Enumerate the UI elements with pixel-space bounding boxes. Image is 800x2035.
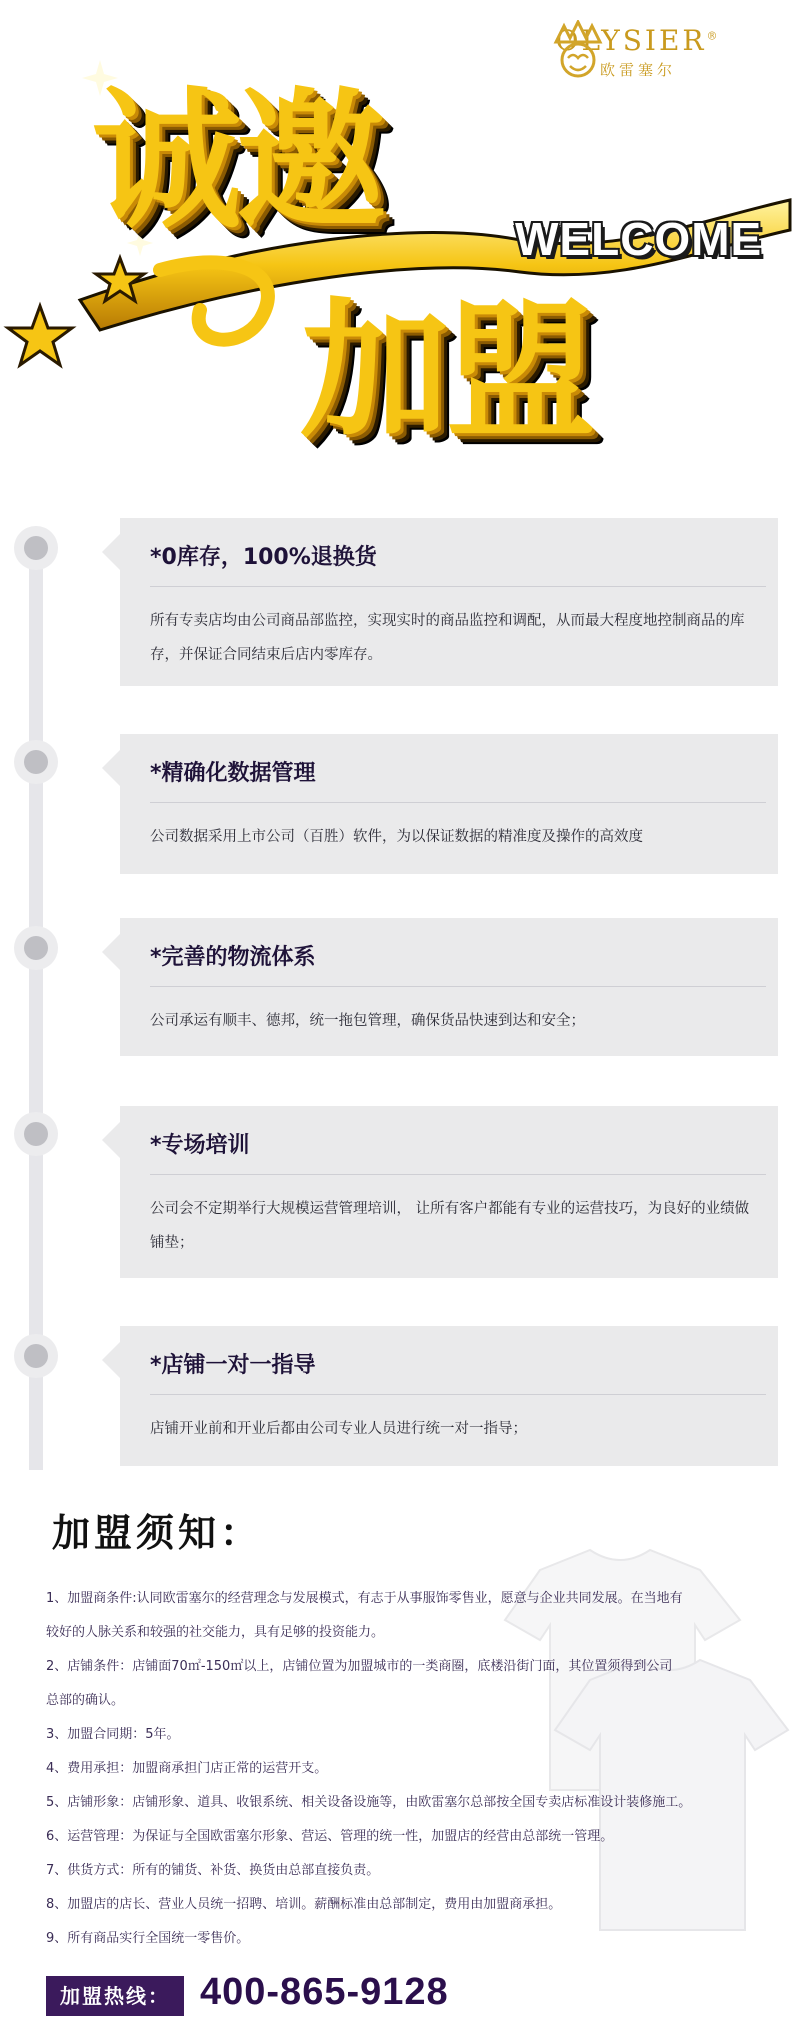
notice-item: 8、加盟店的店长、营业人员统一招聘、培训。薪酬标准由总部制定，费用由加盟商承担。 — [46, 1897, 562, 1912]
feature-divider — [150, 586, 766, 587]
notice-item: 3、加盟合同期：5年。 — [46, 1727, 180, 1742]
registered-mark: ® — [706, 29, 721, 43]
feature-divider — [150, 986, 766, 987]
feature-card — [120, 734, 778, 874]
feature-divider — [150, 1394, 766, 1395]
star-icon — [8, 306, 72, 365]
feature-title: *专场培训 — [150, 1133, 250, 1158]
brand-chinese-name: 欧雷塞尔 — [599, 61, 676, 79]
feature-card — [120, 1106, 778, 1278]
timeline-node — [14, 1112, 58, 1156]
notice-item: 较好的人脉关系和较强的社交能力，具有足够的投资能力。 — [46, 1625, 385, 1640]
notice-item: 5、店铺形象：店铺形象、道具、收银系统、相关设备设施等，由欧雷塞尔总部按全国专卖店标准设计装修施工。 — [46, 1795, 692, 1810]
timeline-rail — [29, 540, 43, 1470]
hero-banner — [0, 0, 800, 480]
timeline-node — [14, 1334, 58, 1378]
notice-title: 加盟须知： — [52, 1510, 263, 1555]
feature-divider — [150, 802, 766, 803]
feature-title: *精确化数据管理 — [150, 761, 316, 786]
feature-card — [120, 1326, 778, 1466]
brand-name: OLYSIER — [555, 24, 707, 57]
notice-item: 6、运营管理：为保证与全国欧雷塞尔形象、营运、管理的统一性，加盟店的经营由总部统一管理。 — [46, 1829, 614, 1844]
notice-item: 1、加盟商条件:认同欧雷塞尔的经营理念与发展模式，有志于从事服饰零售业，愿意与企业共同发展。在当地有 — [46, 1591, 683, 1606]
notice-item: 9、所有商品实行全国统一零售价。 — [46, 1931, 250, 1946]
feature-card — [120, 518, 778, 686]
hero-title-line2: 加盟 — [300, 285, 593, 459]
timeline-node — [14, 740, 58, 784]
notice-list — [46, 1582, 746, 1956]
crown-logo-icon — [548, 20, 608, 82]
feature-body: 店铺开业前和开业后都由公司专业人员进行统一对一指导； — [150, 1421, 527, 1437]
feature-body: 所有专卖店均由公司商品部监控，实现实时的商品监控和调配，从而最大程度地控制商品的库存，并保证合同结束后店内零库存。 — [150, 613, 745, 663]
feature-body: 公司承运有顺丰、德邦，统一拖包管理，确保货品快速到达和安全； — [150, 1013, 585, 1029]
feature-body: 公司数据采用上市公司（百胜）软件，为以保证数据的精准度及操作的高效度 — [150, 829, 643, 845]
notice-item: 总部的确认。 — [46, 1693, 125, 1708]
feature-card — [120, 918, 778, 1056]
hotline-label: 加盟热线： — [46, 1976, 184, 2016]
hotline-number[interactable]: 400-865-9128 — [200, 1971, 449, 2013]
welcome-text: WELCOME — [515, 213, 763, 265]
brand-logo-block — [548, 20, 728, 80]
feature-title: *0库存，100%退换货 — [150, 545, 377, 570]
notice-item: 4、费用承担：加盟商承担门店正常的运营开支。 — [46, 1761, 328, 1776]
notice-item: 2、店铺条件：店铺面70㎡-150㎡以上，店铺位置为加盟城市的一类商圈，底楼沿街门面，其位置须得到公司 — [46, 1659, 673, 1674]
hero-title-line1: 诚邀 — [92, 75, 381, 249]
feature-body: 公司会不定期举行大规模运营管理培训， 让所有客户都能有专业的运营技巧，为良好的业绩做铺垫； — [150, 1201, 750, 1251]
feature-title: *完善的物流体系 — [150, 945, 316, 970]
feature-divider — [150, 1174, 766, 1175]
timeline-node — [14, 926, 58, 970]
notice-item: 7、供货方式：所有的铺货、补货、换货由总部直接负责。 — [46, 1863, 380, 1878]
feature-title: *店铺一对一指导 — [150, 1353, 316, 1378]
timeline-node — [14, 526, 58, 570]
